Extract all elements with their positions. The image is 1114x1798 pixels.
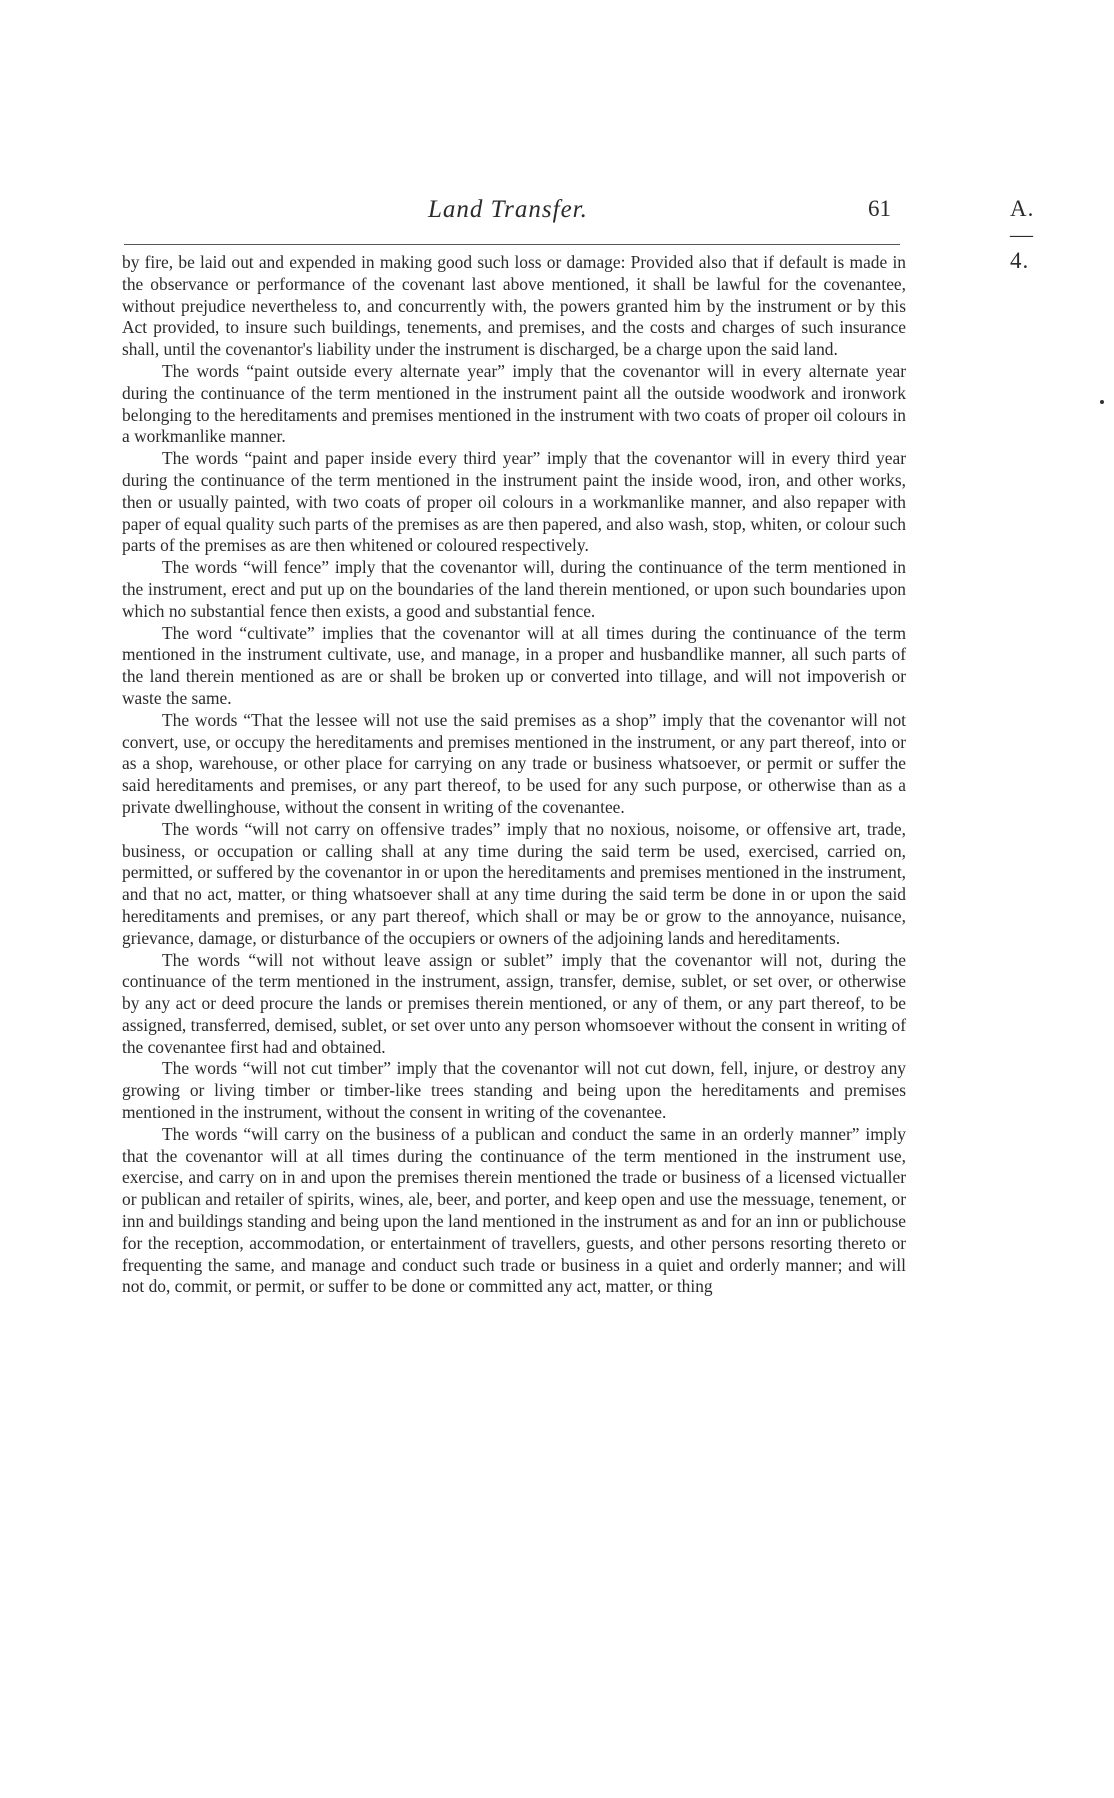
header-rule xyxy=(124,244,900,245)
paragraph-paint-outside: The words “paint outside every alternate year” imply that the covenantor will in every alternate year during the continuance of the term mentioned in the instrument paint all the outside woodwork and ironwork belonging to the hereditaments and premises mentioned in the instrument with two coats of proper oil colours in a workmanlike manner. xyxy=(122,360,906,447)
paragraph-will-fence: The words “will fence” imply that the covenantor will, during the continuance of the term mentioned in the instrument, erect and put up on the boundaries of the land therein mentioned, or upon such boundaries upon which no substantial fence then exists, a good and substantial fence. xyxy=(122,557,906,621)
body-text xyxy=(122,252,906,1298)
paragraph-not-use-as-shop: The words “That the lessee will not use the said premises as a shop” imply that the covenantor will not convert, use, or occupy the hereditaments and premises mentioned in the instrument, or any part thereof, into or as a shop, warehouse, or other place for carrying on any trade or business whatsoever, or permit or suffer the said hereditaments and premises, or any part thereof, to be used for any such purpose, or otherwise than as a private dwellinghouse, without the consent in writing of the covenantee. xyxy=(122,709,906,817)
margin-mark xyxy=(1100,400,1104,404)
running-title: Land Transfer. xyxy=(428,196,588,223)
paragraph-fire-insurance: by fire, be laid out and expended in making good such loss or damage: Provided also that if default is made in the observance or performance of the covenant last above mentioned, it shall be lawful for the covenantee, without prejudice nevertheless to, and concurrently with, the powers granted him by the instrument or by this Act provided, to insure such buildings, tenements, and premises, and the costs and charges of such insurance shall, until the covenantor's liability under the instrument is discharged, be a charge upon the said land. xyxy=(122,252,906,360)
paragraph-publican-business: The words “will carry on the business of a publican and conduct the same in an orderly manner” imply that the covenantor will at all times during the continuance of the term mentioned in the instrument use, exercise, and carry on in and upon the premises therein mentioned the trade or business of a licensed victualler or publican and retailer of spirits, wines, ale, beer, and porter, and keep open and use the messuage, tenement, or inn and buildings standing and being upon the land mentioned in the instrument as and for an inn or publichouse for the reception, accommodation, or entertainment of travellers, guests, and other persons resorting thereto or frequenting the same, and manage and conduct such trade or business in a quiet and orderly manner; and will not do, commit, or permit, or suffer to be done or committed any act, matter, or thing xyxy=(122,1123,906,1297)
page-header xyxy=(122,196,1035,273)
paragraph-assign-or-sublet: The words “will not without leave assign or sublet” imply that the covenantor will not, during the continuance of the term mentioned in the instrument, assign, transfer, demise, sublet, or set over, or otherwise by any act or deed procure the lands or premises therein mentioned, or any of them, or any part thereof, to be assigned, transferred, demised, sublet, or set over unto any person whomsoever without the consent in writing of the covenantee first had and obtained. xyxy=(122,949,906,1057)
paragraph-paint-and-paper: The words “paint and paper inside every third year” imply that the covenantor will in every third year during the continuance of the term mentioned in the instrument paint the inside wood, iron, and other works, then or usually painted, with two coats of proper oil colours in a workmanlike manner, and also repaper with paper of equal quality such parts of the premises as are then papered, and also wash, stop, whiten, or colour such parts of the premises as are then whitened or coloured respectively. xyxy=(122,448,906,556)
paragraph-offensive-trades: The words “will not carry on offensive trades” imply that no noxious, noisome, or offensive art, trade, business, or occupation or calling shall at any time during the said term be used, exercised, carried on, permitted, or suffered by the covenantor in or upon the hereditaments and premises mentioned in the instrument, and that no act, matter, or thing whatsoever shall at any time during the said term be done in or upon the said hereditaments and premises, or any part thereof, which shall or may be or grow to the annoyance, nuisance, grievance, damage, or disturbance of the occupiers or owners of the adjoining lands and hereditaments. xyxy=(122,818,906,948)
paragraph-cultivate: The word “cultivate” implies that the covenantor will at all times during the continuance of the term mentioned in the instrument cultivate, use, and manage, in a proper and husbandlike manner, all such parts of the land therein mentioned as are or shall be broken up or converted into tillage, and will not impoverish or waste the same. xyxy=(122,622,906,708)
paper-reference: A.—4. xyxy=(1010,196,1035,273)
paragraph-cut-timber: The words “will not cut timber” imply that the covenantor will not cut down, fell, injure, or destroy any growing or living timber or timber-like trees standing and being upon the hereditaments and premises mentioned in the instrument, without the consent in writing of the covenantee. xyxy=(122,1058,906,1123)
page-number: 61 xyxy=(868,196,891,221)
